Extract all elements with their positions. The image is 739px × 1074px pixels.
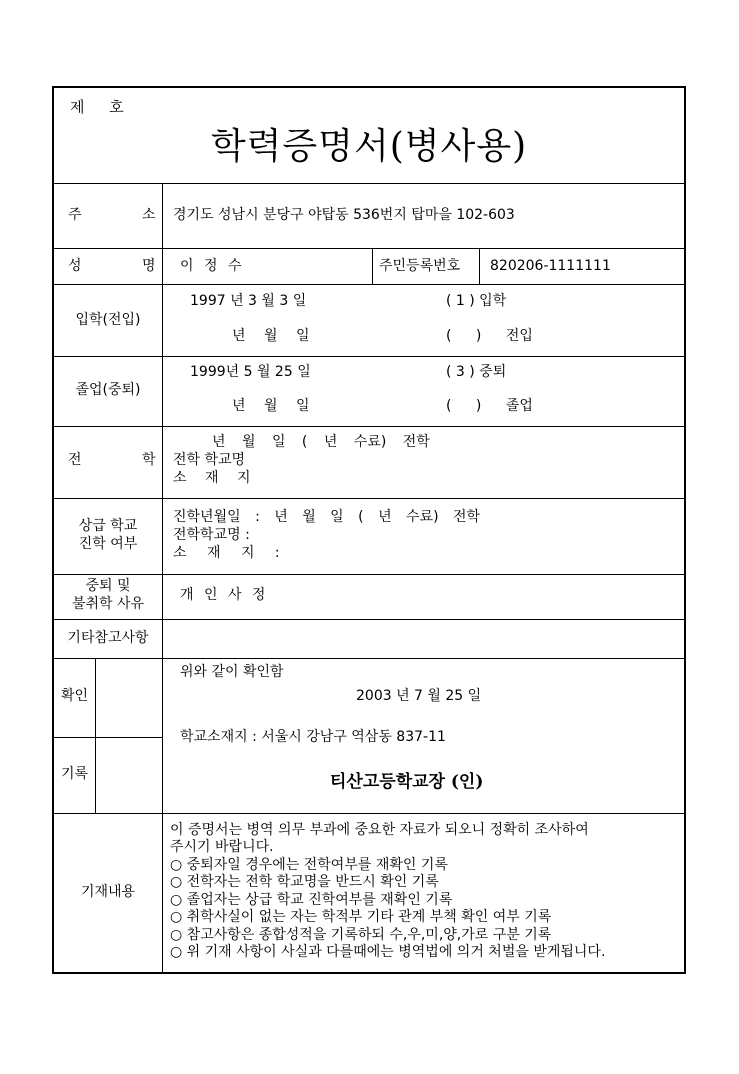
row-divider [54,658,684,659]
instruction-item: ○ 전학자는 전학 학교명을 반드시 확인 기록 [170,874,439,890]
serial-number-label: 제 호 [70,98,134,116]
record-label: 기록 [60,766,89,782]
confirmation-date: 2003 년 7 월 25 일 [356,688,482,704]
row-divider [54,619,684,620]
row-divider [54,356,684,357]
certificate-form [52,86,686,974]
confirm-label: 확인 [60,688,89,704]
higher-school-location: 소 재 지 : [173,545,280,561]
row-divider [54,426,684,427]
instruction-item: ○ 참고사항은 종합성적을 기록하되 수,우,미,양,가로 구분 기록 [170,927,552,943]
graduation-date-blank: 년 월 일 [232,398,310,414]
row-divider [54,813,684,814]
resident-number-value: 820206-1111111 [490,258,611,274]
row-divider [54,248,684,249]
column-divider [95,658,96,813]
instructions-label: 기재내용 [80,884,136,900]
address-value: 경기도 성남시 분당구 야탑동 536번지 탑마을 102-603 [173,207,515,223]
higher-school-label-1: 상급 학교 [78,518,138,534]
row-divider [54,284,684,285]
address-label: 주 소 [68,207,184,223]
confirmation-statement: 위와 같이 확인함 [180,664,284,680]
admission-type-entry: ( 1 ) 입학 [446,293,507,309]
graduation-type-dropout: ( 3 ) 중퇴 [446,364,507,380]
graduation-label: 졸업(중퇴) [75,382,141,398]
admission-label: 입학(전입) [75,312,141,328]
dropout-reason-label-1: 중퇴 및 [85,578,131,594]
row-divider [54,737,162,738]
transfer-date: 년 월 일 ( 년 수료) 전학 [212,434,430,450]
instructions-intro-1: 이 증명서는 병역 의무 부과에 중요한 자료가 되오니 정확히 조사하여 [170,822,589,838]
instruction-item: ○ 졸업자는 상급 학교 진학여부를 재확인 기록 [170,892,453,908]
other-notes-label: 기타참고사항 [67,630,149,646]
resident-number-label: 주민등록번호 [379,258,461,274]
transfer-location: 소 재 지 [173,470,251,486]
name-label: 성 명 [68,258,184,274]
school-address: 학교소재지 : 서울시 강남구 역삼동 837-11 [180,729,446,745]
column-divider [479,248,480,284]
instructions-intro-2: 주시기 바랍니다. [170,839,274,855]
column-divider [162,183,163,972]
principal-signature: 티산고등학교장 (인) [330,772,484,792]
higher-school-label-2: 진학 여부 [78,536,138,552]
row-divider [54,574,684,575]
admission-date: 1997 년 3 월 3 일 [190,293,307,309]
higher-school-date: 진학년월일 : 년 월 일 ( 년 수료) 전학 [173,509,481,525]
column-divider [372,248,373,284]
instruction-item: ○ 위 기재 사항이 사실과 다를때에는 병역법에 의거 처벌을 받게됩니다. [170,944,606,960]
transfer-in-date: 년 월 일 [232,328,310,344]
higher-school-name: 전학학교명 : [173,527,250,543]
dropout-reason-label-2: 불취학 사유 [71,596,145,612]
name-value: 이 정 수 [180,258,245,274]
transfer-school-name: 전학 학교명 [173,452,246,468]
graduation-date: 1999년 5 월 25 일 [190,364,311,380]
row-divider [54,183,684,184]
page-title: 학력증명서(병사용) [210,126,528,167]
admission-type-transfer: ( ) 전입 [446,328,533,344]
graduation-type-graduate: ( ) 졸업 [446,398,533,414]
instruction-item: ○ 중퇴자일 경우에는 전학여부를 재확인 기록 [170,857,448,873]
dropout-reason-value: 개 인 사 정 [180,587,269,603]
row-divider [54,498,684,499]
instruction-item: ○ 취학사실이 없는 자는 학적부 기타 관계 부책 확인 여부 기록 [170,909,552,925]
transfer-label: 전 학 [68,452,184,468]
